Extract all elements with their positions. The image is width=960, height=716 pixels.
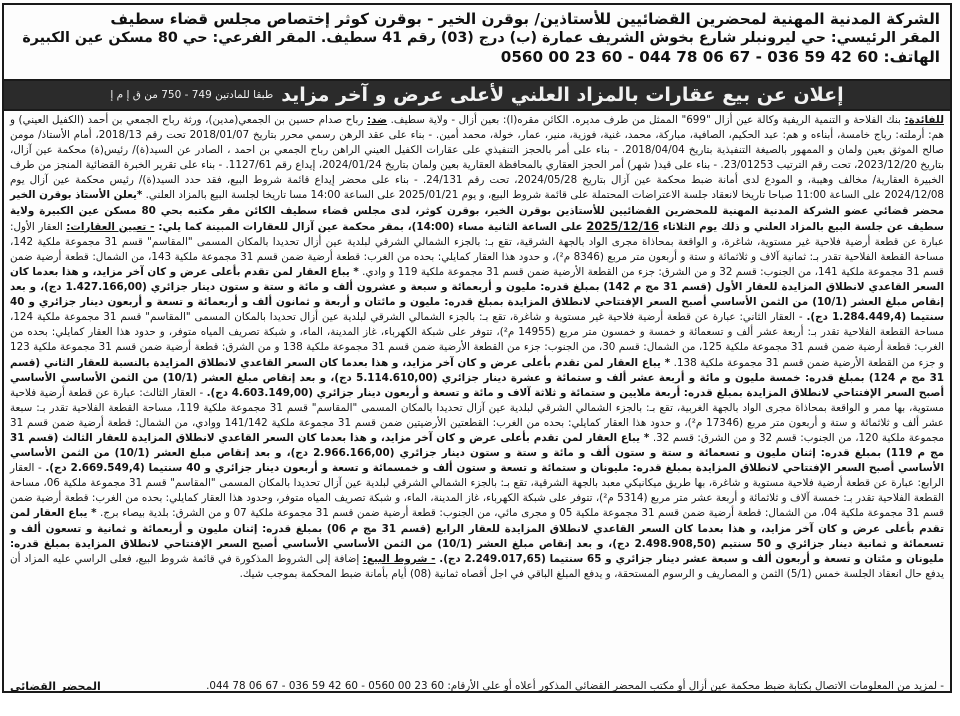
notice-footer <box>4 679 950 694</box>
property-2-price: * يباع العقار لمن تقدم بأعلى عرض و كان آخر مزايد، و هذا بعدما كان السعر القاعدي لانطلاق المزايدة بالنسبة للعقار الثاني (قسم 31 مج م 124) بمبلغ قدره: خمسة مليون و مائة و أربعة عشر ألف و ستمائة و عشرة دينار جزائري (5.114.610,00 دج)، و بعد إنقاص مبلغ العشر (10/1) من الثمن الأساسي الأساسي أصبح السعر الإفتتاحي لانطلاق المزايدة بمبلغ قدره: أربعة ملايين و ستمائة و ثلاثة آلاف و مائة و تسعة و أربعون دينار جزائري (4.603.149,00 دج). <box>10 356 944 399</box>
auction-notice <box>2 3 952 693</box>
company-address: المقر الرئيسي: حي ليرونبلر شارع بخوش الشريف عمارة (ب) درج (03) رقم 41 سطيف. المقر الفرعي: حي 80 مسكن عين الكبيرة <box>22 30 940 46</box>
property-2-description: - العقار الثاني: عبارة عن قطعة أرضية فلاحية غير مستوية و شاغرة، تقع بـ: بالجزء الشمالي الشرقي لبلدية عين أزال تحديدا بالمكان المسمى "المقاسم" قسم 31 مجموعة ملكية 124، مساحة القطعة الفلاحية تقدر بـ: أربعة عشر ألف و تسعمائة و خمسة و خمسون متر مربع (14955 م²)، تتوفر على شبكة الكهرباء، غاز المدينة، الماء، و شبكة تصريف المياه متوفر، و حدود هذا العقار كمايلي: بحده من الغرب: قطعة أرضية ضمن قسم 31 مجموعة ملكية 125، من الشمال: قسم 30، من الجنوب: جزء من القطعة الأرضية ضمن قسم 31 مجموعة ملكية 138 و من الشرق: قطعة أرضية ضمن قسم 31 مجموعة ملكية 123 و جزء من القطعة الأرضية ضمن قسم 31 مجموعة ملكية 138. <box>10 311 945 369</box>
conditions-label: - شروط البيع: <box>362 552 436 565</box>
beneficiary-label: للفائدة: <box>904 114 944 126</box>
auction-date: 2025/12/16 <box>586 218 659 233</box>
announcement-text: *يعلن الأستاذ بوقرن الخير محضر قضائي عضو الشركة المدنية المهنية للمحضرين القضائيين للأستاذين بوقرن الخير، بوقرن كوثر، لدى مجلس قضاء سطيف الكائن مقر مكتبه بحي 80 مسكن عين الكبيرة ولاية سطيف عن جلسة البيع بالمزاد العلني و ذلك يوم الثلاثاء <box>10 189 944 233</box>
notice-body <box>4 111 950 679</box>
conditions-text: إضافة إلى الشروط المذكورة في قائمة شروط البيع، فعلى الراسي عليه المزاد أن يدفع حال انعقاد الجلسة خمس (5/1) الثمن و المصاريف و الرسوم المستحقة، و يدفع المبلغ الباقي في اجل أقصاه ثمانية (08) أيام بأمانة ضبط المحكمة بموجب شيك. <box>10 552 944 580</box>
beneficiary-text: بنك الفلاحة و التنمية الريفية وكالة عين أزال "699" الممثل من طرف مديره. الكائن مقره(ا): بعين أزال - ولاية سطيف. <box>387 114 905 126</box>
notice-title-banner <box>4 81 950 111</box>
property-4-description: - العقار الرابع: عبارة عن قطعة أرضية فلاحية مستوية و شاغرة، بها طريق ميكانيكي معبد بالجهة الشرقية، تقع بـ: بالجزء الشمالي الشرقي لبلدية عين آزال تحديدا بالمكان المسمى "المقاسم" قسم 31 مجموعة ملكية 06، مساحة القطعة الفلاحية تقدر بـ: خمسة آلاف و ثلاثمائة و أربعة عشر متر مربع (5314 م²)، تتوفر على شبكة الكهرباء، غاز المدينة، الماء، و شبكة تصريف المياه متوفر، وحدود هذا العقار كمايلي: بحده من الغرب: قطعة أرضية ضمن قسم 31 مجموعة ملكية 04، من الشمال: قطعة أرضية ضمن قسم 31 مجموعة ملكية 05 و مجرى مائي، من الجنوب: قطعة أرضية ضمن قسم 31 مجموعة ملكية 07 و من الشرق: بلدية بيصاء برج. <box>10 462 944 520</box>
company-name: الشركة المدنية المهنية لمحضرين القضائيين للأستاذين/ بوقرن الخير - بوقرن كوثر إختصاص مجلس قضاء سطيف <box>110 10 940 28</box>
property-3-description: - العقار الثالث: عبارة عن قطعة أرضية فلاحية مستوية، بها ممر و الواقعة بمحاذاة مجرى الواد بالجهة الغربية، تقع بـ: بالجزء الشمالي الشرقي لبلدية عين آزال تحديدا بالمكان المسمى "المقاسم" قسم 31 مجموعة ملكية 119، مساحة القطعة الفلاحية تقدر بـ: سبعة عشر ألف و ثلاثمائة و ستة و أربعون متر مربع (17346 م²)، و حدود هذا العقار كمايلي: بحده من الغرب: القطعتين الأرضيتين ضمن قسم 31 مجموعة ملكية 141/142 ووادي، من الشمال: قطعة أرضية ضمن قسم 31 مجموعة ملكية 120، من الجنوب: قسم 32 و من الشرق: قسم 32. <box>10 386 944 444</box>
property-1-description: العقار الأول: عبارة عن قطعة أرضية فلاحية غير مستوية، شاغرة، و الواقعة بمحاذاة مجرى الواد بالجهة الشرقية، تقع بـ: بالجزء الشمالي الشرقي لبلدية عين أزال تحديدا بالمكان المسمى "المقاسم" قسم 31 مجموعة ملكية 142، مساحة القطعة الفلاحية تقدر بـ: ثمانية آلاف و ثلاثمائة و ستة و أربعون متر مربع (8346 م²)، و حدود هذا العقار كمايلي: بحده من الغرب: قطعة أرضية ضمن قسم 31 مجموعة ملكية 143، من الشمال: قطعة أرضية ضمن قسم 31 مجموعة ملكية 141، من الجنوب: قسم 32 و من الشرق: جزء من القطعة الأرضية ضمن قسم 31 مجموعة ملكية 119 و وادي. <box>10 220 945 278</box>
signature: المحضر القضائي <box>10 680 101 693</box>
contact-info: - لمزيد من المعلومات الاتصال بكتابة ضبط محكمة عين أزال أو مكتب المحضر القضائي المذكور أعلاه أو على الأرقام: 60 23 00 0560 - 60 42 59 036 - 67 06 78 044. <box>206 680 944 692</box>
property-3-price: * يباع العقار لمن تقدم بأعلى عرض و كان آخر مزايد، و هذا بعدما كان السعر القاعدي لانطلاق المزايدة للعقار الثالث (قسم 31 مج م 119) بمبلغ قدره: إثنان مليون و تسعمائة و ستة و ستون ألف و مائة و ستة و ستون دينار جزائري (2.966.166,00 دج)، و بعد إنقاص مبلغ العشر (10/1) من الثمن الأساسي الأساسي أصبح السعر الإفتتاحي لانطلاق المزايدة بمبلغ قدره: مليونان و ستمائة و تسعة و ستون ألف و خمسمائة و تسعة و أربعون دينار جزائري و 40 سنتيما (2.669.549,4 دج). <box>10 431 944 475</box>
against-text: رباح صدام حسين بن الجمعي(مدين)، ورثة رباح الجمعي بن أحمد (الكفيل العيني) و هم: أرملته: رباج خامسة، أبناءه و هم: عبد الحكيم، الصافية، مباركة، محمد، غنية، فوزية، منير، عمار، خولة، محمد أمين. - بناء على عقد الرهن رسمي محرر بتاريخ 2018/01/07 تحت رقم 2018/13، أمام الأستاذ/ مومن صالح الموثق بعين ولمان و الممهور بالصيغة التنفيذية بتاريخ 2018/04/04. - بناء على أمر بالحجز التنفيذي على عقارات الكفيل العيني الراهن رباح الجمعي بن احمد ، الصادر عن السيد(ة)/ رئيس(ة) محكمة عين آزال، بتاريخ 2023/12/20، تحت رقم الترتيب 23/01253. - بناء على قيد( شهر) أمر الحجز العقاري بالمحافظة العقارية بعين ولمان بتاريخ 2024/01/24، إيداع رقم 1127/61. - بناء على تقرير الخبرة القضائية المنجز من طرف الخبيرة العقارية/ مخالف وهيبة، و المودع لدى أمانة ضبط محكمة عين آزال بتاريخ 2024/05/28، تحت رقم 24/131. - بناء على محضر إيداع قائمة شروط البيع، فقد حدد السيد(ة)/ رئيس محكمة عين آزال يوم 2024/12/08 على الساعة 11:00 صباحا تاريخا لانعقاد جلسة الاعتراضات المحتملة على قائمة شروط البيع، و يوم 2025/01/21 على الساعة 14:00 مسا تاريخا لجلسة البيع بالمزاد العلني. <box>10 114 944 202</box>
property-1-price: * يباع العقار لمن تقدم بأعلى عرض و كان آخر مزايد، و هذا بعدما كان السعر القاعدي لانطلاق المزايدة للعقار الأول (قسم 31 مج م 142) بمبلغ قدره: مليون و أربعمائة و سبعة و عشرون ألف و مائة و ستة و ستون دينار جزائري (1.427.166,00 دج)، و بعد إنقاص مبلغ العشر (10/1) من الثمن الأساسي أصبح السعر الإفتتاحي لانطلاق المزايدة بمبلغ قدره: مليون و مائتان و أربعة و ثمانون ألف و أربعمائة و تسعة و أربعون دينار جزائري و 40 سنتيما (1.284.449,4 دج). <box>10 265 944 324</box>
company-phone: الهاتف: 60 42 59 036 - 67 06 78 044 - 60 23 00 0560 <box>500 48 940 66</box>
notice-header <box>4 5 950 81</box>
announcement-text-2: على الساعة الثانية مساء (14:00)، بمقر محكمة عين آزال للعقارات المبينة كما يلي: <box>154 220 587 233</box>
against-label: ضد: <box>366 114 388 126</box>
property-4-price: * يباع العقار لمن تقدم بأعلى عرض و كان آخر مزايد، و هذا بعدما كان السعر القاعدي لانطلاق المزايدة للعقار الرابع (قسم 31 مج م 06) بمبلغ قدره: إثنان مليون و أربعمائة و ثمانية و تسعون ألف و تسعمائة و ثمانية دينار جزائري و 50 سنتيم (2.498.908,50 دج)، و بعد إنقاص مبلغ العشر (10/1) من الثمن الأساسي الأساسي أصبح السعر الإفتتاحي لانطلاق المزايدة بمبلغ قدره: مليونان و مئتان و تسعة و أربعون ألف و سبعة عشر دينار جزائري و 65 سنتيما (2.249.017,65 دج). <box>10 507 945 565</box>
properties-label: - تعيين العقارات: <box>66 220 155 233</box>
legal-reference: طبقا للمادتين 749 - 750 من ق إ م إ <box>110 89 274 101</box>
notice-title: إعلان عن بيع عقارات بالمزاد العلني لأعلى عرض و آخر مزايد <box>281 84 844 106</box>
paragraph-parties <box>10 113 944 582</box>
